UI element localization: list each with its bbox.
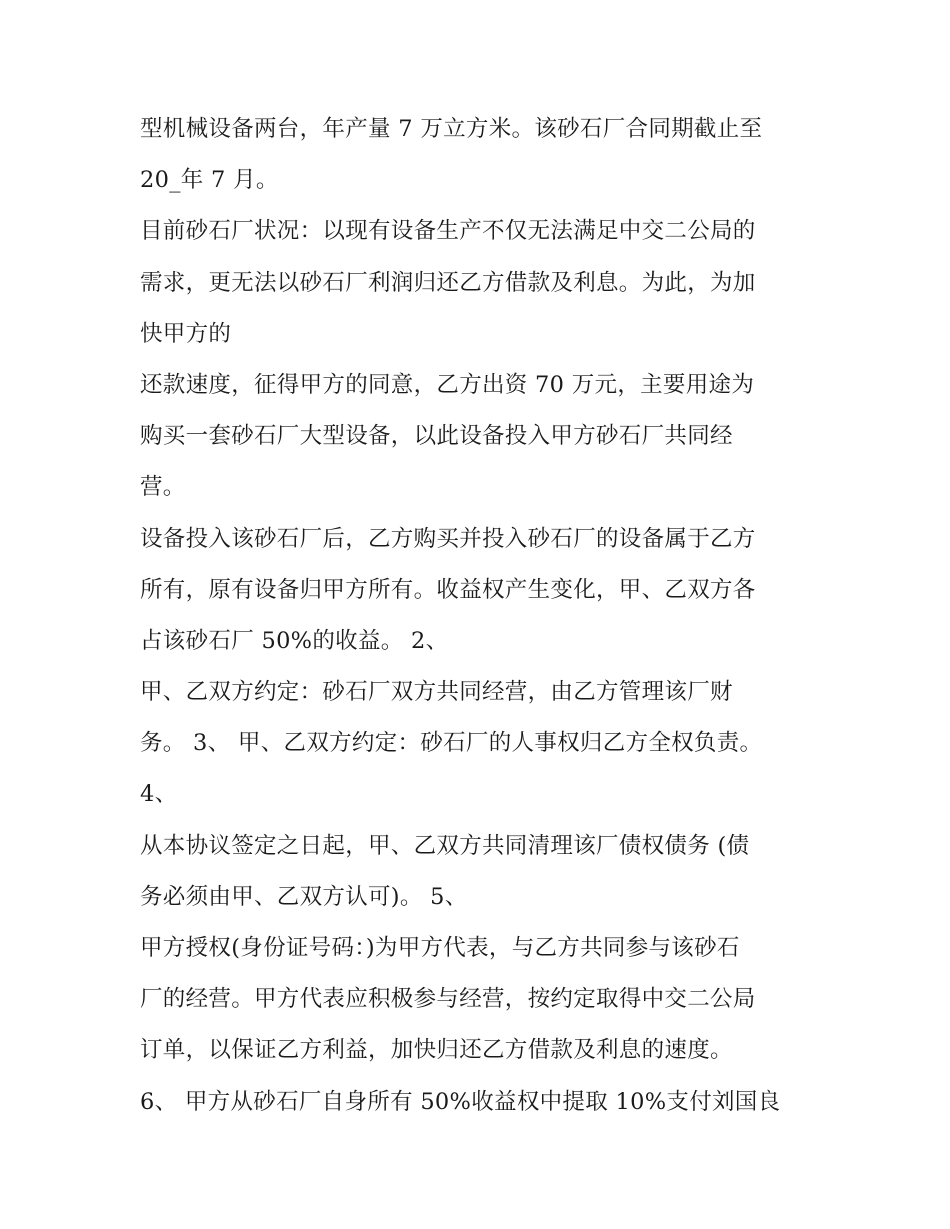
text-line: 从本协议签定之日起，甲、乙双方共同清理该厂债权债务 (债 <box>140 832 750 859</box>
text-line: 务必须由甲、乙双方认可)。 5、 <box>140 883 468 910</box>
text-line: 快甲方的 <box>140 320 232 347</box>
text-line: 型机械设备两台，年产量 7 万立方米。该砂石厂合同期截止至 <box>140 116 763 142</box>
text-line: 购买一套砂石厂大型设备，以此设备投入甲方砂石厂共同经 <box>140 423 733 450</box>
text-line: 营。 <box>140 474 186 501</box>
document-body <box>140 104 830 1128</box>
text-line: 设备投入该砂石厂后，乙方购买并投入砂石厂的设备属于乙方 <box>140 525 756 552</box>
text-line: 甲、乙双方约定：砂石厂双方共同经营，由乙方管理该厂财 <box>140 679 733 706</box>
text-line: 4、 <box>140 781 178 808</box>
text-line: 还款速度，征得甲方的同意，乙方出资 70 万元，主要用途为 <box>140 371 755 398</box>
text-line: 6、 甲方从砂石厂自身所有 50%收益权中提取 10%支付刘国良 <box>140 1088 781 1115</box>
text-line: 所有，原有设备归甲方所有。收益权产生变化，甲、乙双方各 <box>140 576 756 603</box>
text-line: 订单，以保证乙方利益，加快归还乙方借款及利息的速度。 <box>140 1037 733 1064</box>
text-line: 厂的经营。甲方代表应积极参与经营，按约定取得中交二公局 <box>140 986 756 1013</box>
text-line: 需求，更无法以砂石厂利润归还乙方借款及利息。为此，为加 <box>140 269 756 296</box>
text-line: 20_年 7 月。 <box>140 167 279 194</box>
text-line: 务。 3、 甲、乙双方约定：砂石厂的人事权归乙方全权负责。 <box>140 730 763 757</box>
text-line: 目前砂石厂状况：以现有设备生产不仅无法满足中交二公局的 <box>140 218 756 245</box>
text-line: 占该砂石厂 50%的收益。 2、 <box>140 627 449 654</box>
text-line: 甲方授权(身份证号码：)为甲方代表，与乙方共同参与该砂石 <box>140 935 740 961</box>
